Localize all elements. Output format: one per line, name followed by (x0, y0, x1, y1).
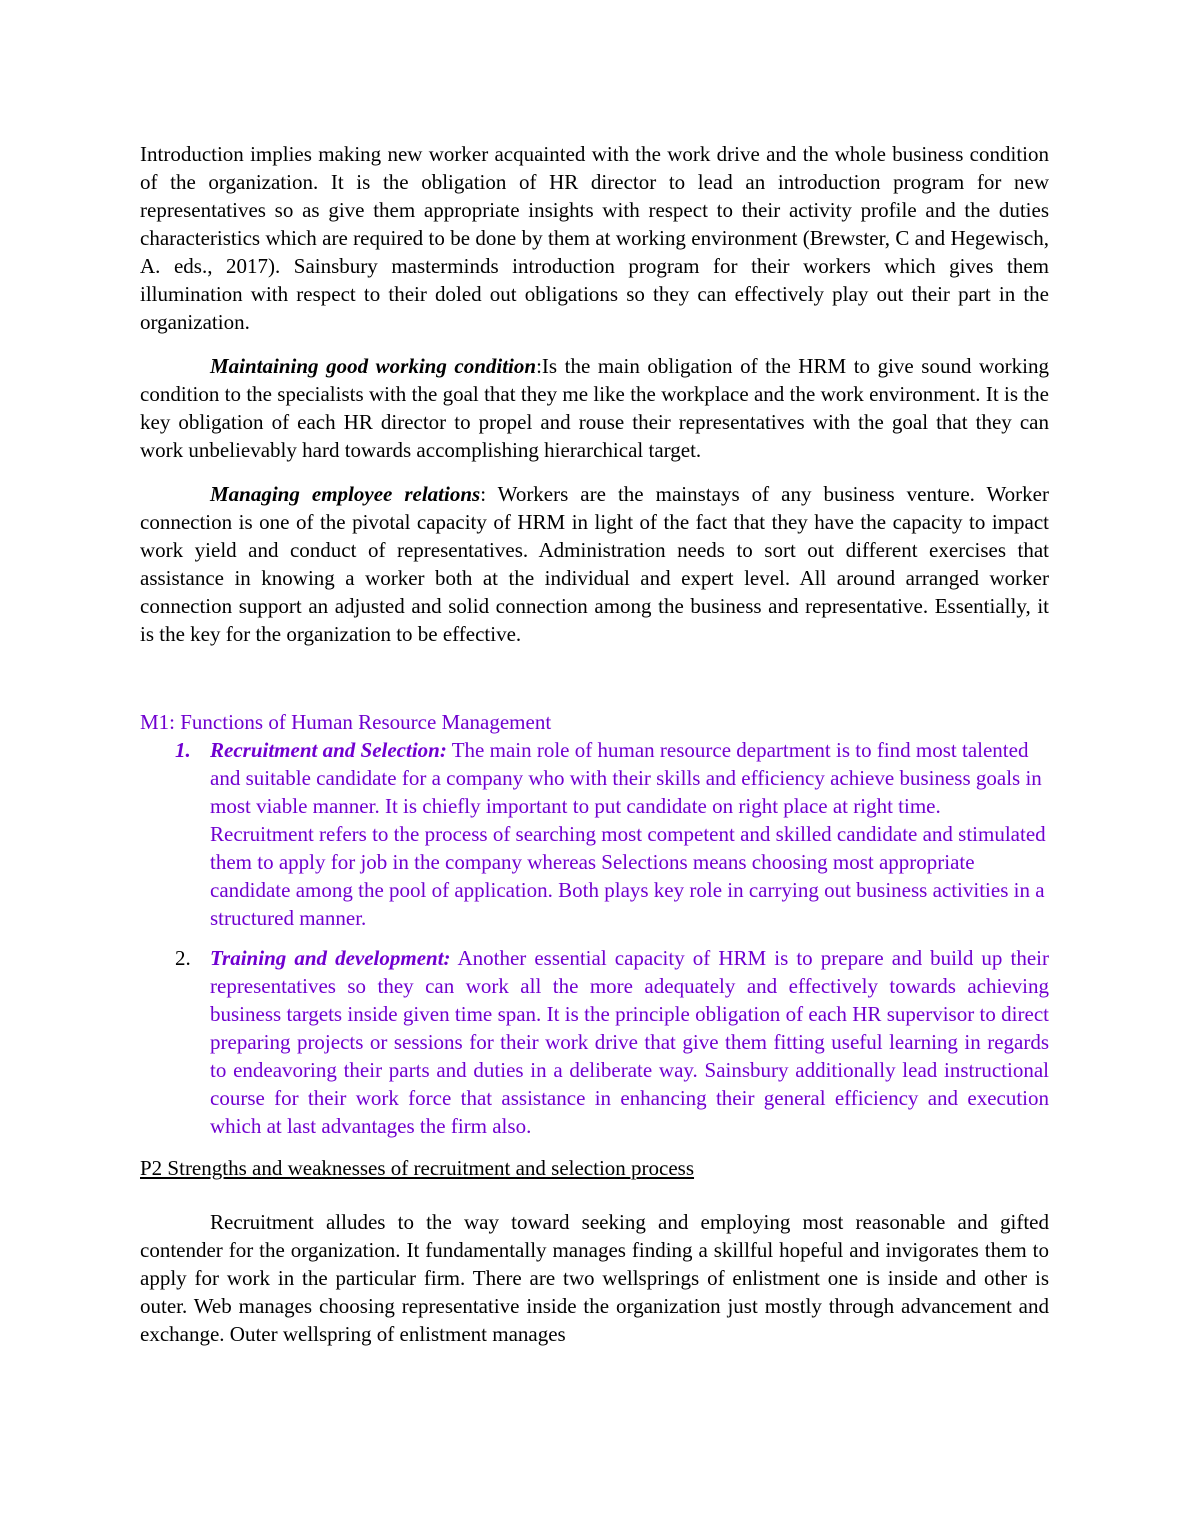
list-item (140, 944, 1049, 1140)
maintaining-term: Maintaining good working condition (210, 354, 537, 378)
list-item-text: The main role of human resource department is to find most talented and suitable candidate for a company who with their skills and efficiency achieve business goals in most viable manner. It is chiefly important to put candidate on right place at right time. Recruitment refers to the process of searching most competent and skilled candidate and stimulated them to apply for job in the company whereas Selections means choosing most appropriate candidate among the pool of application. Both plays key role in carrying out business activities in a structured manner. (210, 738, 1046, 930)
managing-term: Managing employee relations (210, 482, 481, 506)
p2-paragraph: Recruitment alludes to the way toward seeking and employing most reasonable and gifted contender for the organization. It fundamentally manages finding a skillful hopeful and invigorates them to apply for work in the particular firm. There are two wellsprings of enlistment one is inside and other is outer. Web manages choosing representative inside the organization just mostly through advancement and exchange. Outer wellspring of enlistment manages (140, 1210, 1049, 1346)
list-item (140, 736, 1049, 932)
functions-list (140, 736, 1049, 1140)
list-item-term: Recruitment and Selection: (210, 738, 447, 762)
p2-heading: P2 Strengths and weaknesses of recruitment and selection process (140, 1156, 695, 1180)
list-item-text: Another essential capacity of HRM is to prepare and build up their representatives so they can work all the more adequately and effectively towards achieving business targets inside given time span. It is the principle obligation of each HR supervisor to direct preparing projects or sessions for their work drive that give them fitting useful learning in regards to endeavoring their parts and duties in a deliberate way. Sainsbury additionally lead instructional course for their work force that assistance in enhancing their general efficiency and execution which at last advantages the firm also. (210, 946, 1049, 1138)
managing-paragraph (140, 480, 1049, 648)
managing-text: : Workers are the mainstays of any business venture. Worker connection is one of the pivotal capacity of HRM in light of the fact that they have the capacity to impact work yield and conduct of representatives. Administration needs to sort out different exercises that assistance in knowing a worker both at the individual and expert level. All around arranged worker connection support an adjusted and solid connection among the business and representative. Essentially, it is the key for the organization to be effective. (140, 482, 1049, 646)
list-item-number: 1. (175, 738, 191, 762)
list-item-number: 2. (175, 946, 191, 970)
list-item-term: Training and development: (210, 946, 451, 970)
maintaining-text: :Is the main obligation of the HRM to give sound working condition to the specialists with the goal that they me like the workplace and the work environment. It is the key obligation of each HR director to propel and rouse their representatives with the goal that they can work unbelievably hard towards accomplishing hierarchical target. (140, 354, 1049, 462)
maintaining-paragraph (140, 352, 1049, 464)
document-page (140, 140, 1049, 1348)
intro-paragraph: Introduction implies making new worker acquainted with the work drive and the whole business condition of the organization. It is the obligation of HR director to lead an introduction program for new representatives so as give them appropriate insights with respect to their activity profile and the duties characteristics which are required to be done by them at working environment (Brewster, C and Hegewisch, A. eds., 2017). Sainsbury masterminds introduction program for their workers which gives them illumination with respect to their doled out obligations so they can effectively play out their part in the organization. (140, 142, 1049, 334)
m1-heading: M1: Functions of Human Resource Management (140, 710, 552, 734)
